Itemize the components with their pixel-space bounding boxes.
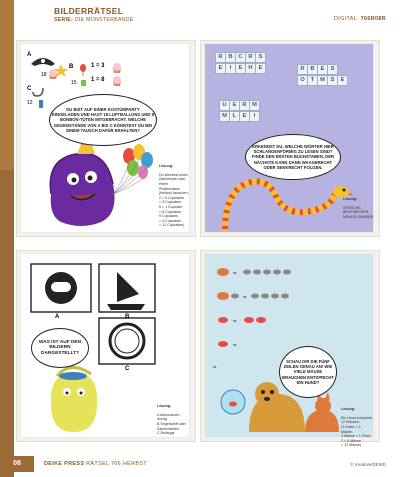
answer-mice-title: Lösung: — [341, 406, 356, 411]
label-c: C — [27, 86, 32, 92]
letter-tile: E — [229, 100, 240, 111]
letter-tile: I — [249, 111, 260, 122]
letter-tile: E — [337, 75, 348, 86]
left-color-bar-top — [0, 0, 14, 170]
letter-tile: C — [235, 52, 246, 63]
footer-brand: DEIKE PRESS — [44, 461, 85, 467]
speech-bubble-shapes: WAS IST AUF DEN BILDERN DARGESTELLT? — [31, 328, 89, 368]
letter-tile: S — [327, 64, 338, 75]
answer-party-text: Du könntest einen Zauberstab oder einen Piratenhaken (beides) tauschen: 2 = 6 Cupcakes = 3 Cupcakes 6 = 1 Cupcake = 8 Cupcakes 9 Cupcakes = 4 Cupcakes = 12 Cupcakes) — [159, 172, 189, 228]
series-label: SERIE: — [54, 17, 74, 23]
letter-tile: M — [249, 100, 260, 111]
svg-text:=: = — [233, 271, 237, 277]
label-a: A — [55, 314, 60, 320]
letter-tile: S — [327, 75, 338, 86]
letter-tile: R — [245, 52, 256, 63]
page-title: BILDERRÄTSEL — [54, 6, 124, 16]
letter-tile: E — [215, 63, 226, 74]
letter-tile: R — [297, 64, 308, 75]
footer-copyright: © Kreative/DEIKE — [350, 462, 386, 467]
digital-value: 766R08R — [360, 16, 386, 22]
label-a: A — [27, 52, 32, 58]
svg-text:=: = — [213, 365, 217, 371]
letter-tile: R — [215, 52, 226, 63]
series-line — [54, 17, 134, 23]
footer-issue: RÄTSEL 766 HERBST — [86, 461, 147, 467]
price-12: 12 — [27, 100, 33, 106]
letter-tile: E — [317, 64, 328, 75]
answer-mice — [341, 402, 373, 448]
panel-what-shown — [16, 250, 196, 442]
letter-tile: I — [225, 63, 236, 74]
speech-bubble-snake: ERKENNST DU, WELCHE WÖRTER HIER SCHLANGENFÖRMIG ZU LESEN SIND? FINDE DEN ERSTEN BUCHSTABEN, DER NÄCHSTE KANN DANN WAAGERECHT ODER SENKRECHT FOLGEN. — [245, 134, 341, 180]
price-18: 18 — [41, 72, 47, 78]
digital-label: DIGITAL: — [333, 16, 359, 22]
letter-tile: S — [255, 52, 266, 63]
answer-shapes-text: A Astronauten- anzug B Segelschiff oder Zahlenhaufen C Bullauge — [157, 412, 187, 436]
answer-shapes — [157, 399, 189, 436]
panel-word-snake — [200, 40, 380, 237]
panel-monster-party — [16, 40, 196, 237]
letter-tile: E — [235, 63, 246, 74]
letter-tile: E — [255, 63, 266, 74]
answer-shapes-title: Lösung: — [157, 403, 172, 408]
letter-tile: E — [239, 111, 250, 122]
panel-monster-party-page — [21, 44, 189, 232]
letter-tile: U — [219, 100, 230, 111]
panel-word-snake-page — [205, 44, 373, 232]
letter-tile: R — [239, 100, 250, 111]
letter-tile: H — [245, 63, 256, 74]
label-c: C — [125, 366, 130, 372]
answer-party-title: Lösung: — [159, 163, 174, 168]
letter-tile: B — [307, 64, 318, 75]
speech-bubble-mice: SCHAU DIR DIE FÜNF ZEILEN GENAU AN! WIE VIELE MÄUSE BRAUCHEN ENTSPRICHT EIN HUND? — [279, 346, 337, 398]
letter-tile: O — [297, 75, 308, 86]
label-b: B — [125, 314, 130, 320]
label-b: B — [69, 64, 74, 70]
digital-code — [334, 16, 386, 22]
panel-what-shown-page — [21, 254, 189, 437]
equation-2: 1 = 8 — [91, 77, 105, 83]
answer-party — [159, 159, 189, 228]
answer-snake-title: Lösung: — [343, 196, 358, 201]
panel-mice-page — [205, 254, 373, 448]
answer-snake-text: KRÖSCHE, BROTMESSER, MEHLELSUMMER — [343, 205, 374, 219]
equation-1: 1 = 3 — [91, 63, 105, 69]
price-15: 15 — [71, 80, 77, 86]
speech-bubble-party: DU BIST AUF EINER KOSTÜMPARTY EINGELADEN UND HAST 18 LUFTBALLONS UND 8 BONBON-TÜTEN MITGEBRACHT. WELCHE GEGENSTÄNDE VON A BIS C KÖNNTEST DU BEI EINEM TAUSCH DAFÜR ERHALTEN? — [49, 94, 157, 146]
footer-title — [44, 461, 147, 467]
svg-text:=: = — [233, 319, 237, 325]
letter-tile: L — [229, 111, 240, 122]
answer-mice-text: Ein Hund entspricht 12 Mäusen. (1 Katze = 3 Mäuse, 4 Mäuse = 1 Fisch, 2 = 6 Mäuse, = 12 Mäuse) — [341, 415, 373, 448]
svg-text:=: = — [233, 343, 237, 349]
letter-tile: M — [317, 75, 328, 86]
page — [14, 0, 400, 477]
panel-mice — [200, 250, 380, 448]
svg-text:=: = — [243, 295, 247, 301]
answer-snake — [343, 192, 373, 220]
page-number: 08 — [0, 456, 34, 472]
letter-tile: T — [307, 75, 318, 86]
letter-tile: M — [219, 111, 230, 122]
series-value: DIE MONSTERBANDE — [74, 17, 134, 23]
letter-tile: B — [225, 52, 236, 63]
